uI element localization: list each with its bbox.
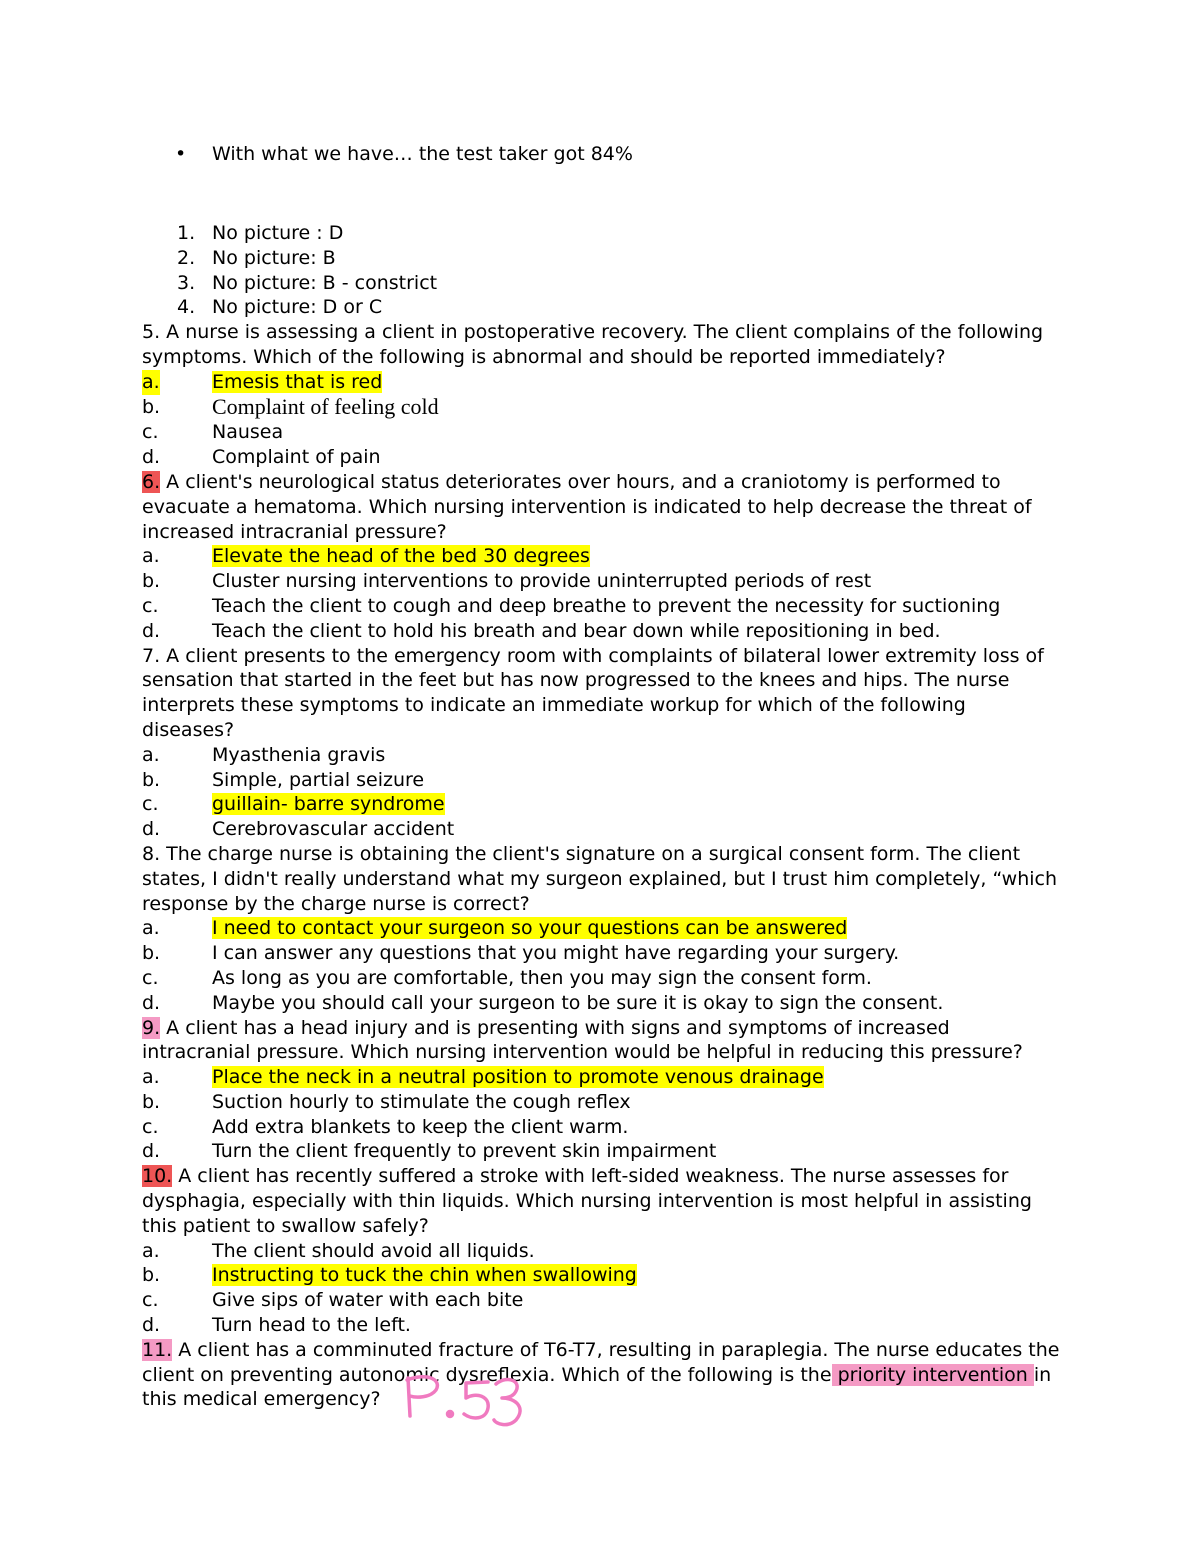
option-c: c. As long as you are comfortable, then you may sign the consent form. [142,966,872,989]
question-text: A client has recently suffered a stroke with left-sided weakness. The nurse assesses for dysphagia, especially with thin liquids. Which nursing intervention is most helpful in assisting this patient to swallow safely? [142,1165,1032,1237]
bullet-text: With what we have… the test taker got 84% [212,143,633,165]
question-text: The charge nurse is obtaining the client's signature on a surgical consent form. The client states, I didn't really understand what my surgeon explained, but I trust him completely, “which response by the charge nurse is correct? [142,842,1058,915]
option-a: a. Place the neck in a neutral position to promote venous drainage [142,1066,824,1089]
option-b: b. Suction hourly to stimulate the cough reflex [142,1090,631,1113]
question-text: A client has a head injury and is presenting with signs and symptoms of increased intracranial pressure. Which nursing intervention would be helpful in reducing this pressure? [142,1016,1023,1064]
question-8 [142,842,1062,916]
question-6 [142,470,1062,544]
correct-answer: Emesis that is red [212,370,383,393]
numbered-item: 4. No picture: D or C [177,296,383,319]
question-text: A client presents to the emergency room with complaints of bilateral lower extremity loss of sensation that started in the feet but has now progressed to the knees and hips. The nurse interprets these symptoms to indicate an immediate workup for which of the following diseases? [142,644,1044,741]
option-d: d. Complaint of pain [142,446,381,469]
option-d: d. Teach the client to hold his breath and bear down while repositioning in bed. [142,619,941,642]
question-11 [142,1338,1062,1412]
option-c: c. guillain- barre syndrome [142,793,445,816]
option-c: c. Add extra blankets to keep the client warm. [142,1115,629,1138]
question-number: 5. [142,321,161,344]
question-text: A nurse is assessing a client in postoperative recovery. The client complains of the following symptoms. Which of the following is abnormal and should be reported immediately? [142,321,1044,368]
correct-answer: guillain- barre syndrome [212,793,445,816]
correct-answer: I need to contact your surgeon so your questions can be answered [212,917,848,940]
question-number: 11. [142,1338,173,1361]
option-c: c. Give sips of water with each bite [142,1289,524,1312]
question-number: 9. [142,1016,161,1039]
option-a: a. Emesis that is red [142,370,383,393]
question-5 [142,320,1062,370]
option-d: d. Turn head to the left. [142,1314,411,1337]
question-text: A client has a comminuted fracture of T6-T7, resulting in paraplegia. The nurse educates the client on preventing autonomic dysreflexia. Which of the following is the [142,1338,1060,1386]
option-a: a. The client should avoid all liquids. [142,1239,535,1262]
question-number: 8. [142,842,161,865]
option-d: d. Maybe you should call your surgeon to be sure it is okay to sign the consent. [142,991,944,1014]
option-d: d. Turn the client frequently to prevent skin impairment [142,1140,717,1163]
correct-answer: Place the neck in a neutral position to promote venous drainage [212,1066,824,1089]
numbered-item: 2. No picture: B [177,246,336,269]
option-b: b. Complaint of feeling cold [142,393,439,419]
option-d: d. Cerebrovascular accident [142,818,455,841]
handwritten-page-annotation [398,1368,528,1438]
option-b: b. Simple, partial seizure [142,768,425,791]
option-c: c. Teach the client to cough and deep breathe to prevent the necessity for suctioning [142,594,1001,617]
option-b: b. Instructing to tuck the chin when swallowing [142,1264,637,1287]
question-text-end: in this medical emergency? [142,1363,1052,1411]
bullet-icon: • [175,143,187,165]
option-a: a. Elevate the head of the bed 30 degrees [142,545,590,568]
numbered-item: 1. No picture : D [177,222,344,244]
question-number: 7. [142,644,161,667]
question-9 [142,1016,1062,1066]
correct-answer: Elevate the head of the bed 30 degrees [212,545,590,568]
option-a: a. Myasthenia gravis [142,743,386,766]
question-text: A client's neurological status deteriorates over hours, and a craniotomy is performed to evacuate a hematoma. Which nursing intervention is indicated to help decrease the threat of increased intracranial pressure? [142,470,1032,543]
question-7 [142,644,1062,743]
numbered-item: 3. No picture: B - constrict [177,271,438,294]
document-body [142,221,1062,1412]
question-10 [142,1164,1062,1238]
question-number: 10. [142,1165,173,1188]
correct-answer: Instructing to tuck the chin when swallowing [212,1264,637,1287]
option-a: a. I need to contact your surgeon so your questions can be answered [142,917,848,940]
option-c: c. Nausea [142,421,284,444]
highlighted-phrase: priority intervention [831,1363,1034,1386]
option-b: b. Cluster nursing interventions to provide uninterrupted periods of rest [142,570,872,593]
question-number: 6. [142,470,161,493]
option-b: b. I can answer any questions that you might have regarding your surgery. [142,942,900,965]
